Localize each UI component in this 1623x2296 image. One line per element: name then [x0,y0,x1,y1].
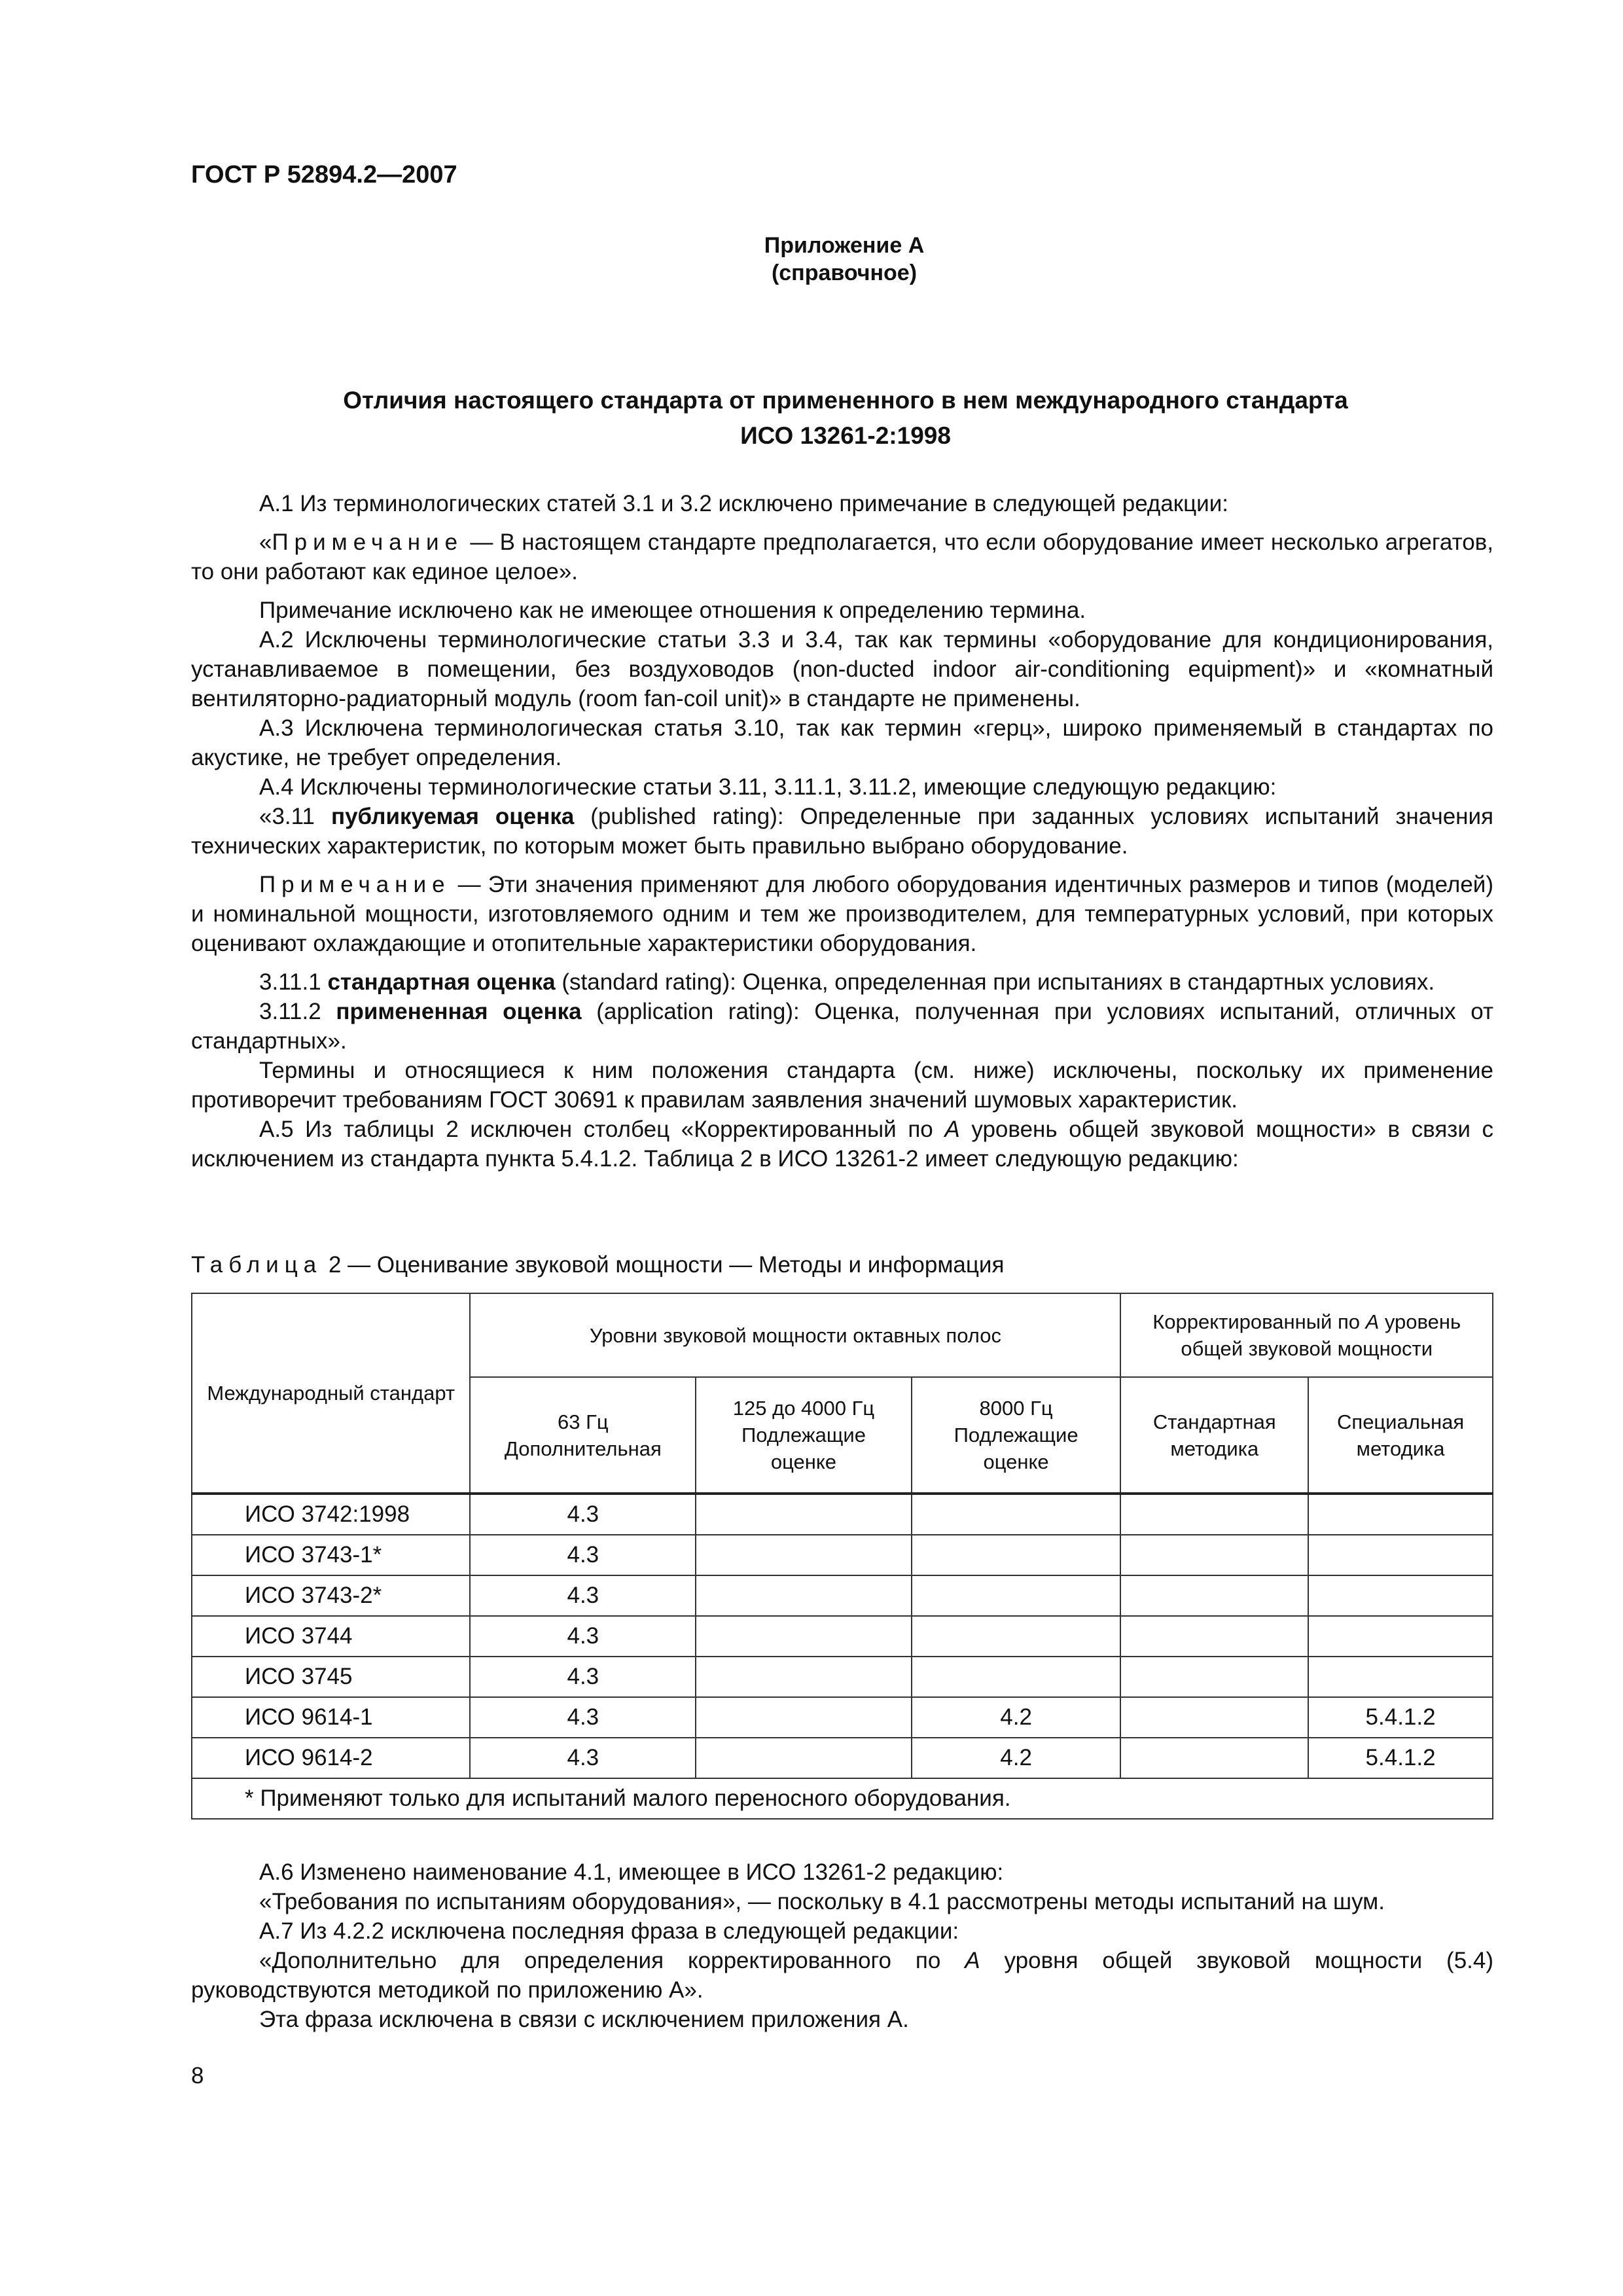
paragraph-a7-end: Эта фраза исключена в связи с исключением приложения А. [259,2007,909,2032]
title-line-2: ИСО 13261-2:1998 [740,422,951,449]
paragraph-a2: А.2 Исключены терминологические статьи 3.3 и 3.4, так как термины «оборудование для кондиционирования, устанавливаемое в помещении, без воздуховодов (non-ducted indoor air-conditioning equipment)» и «комнатный вентиляторно-радиаторный модуль (room fan-coil unit)» в стандарте не применены. [191,627,1493,711]
title-line-1: Отличия настоящего стандарта от примененного в нем международного стандарта [343,387,1348,414]
term-standard-rating: стандартная оценка [327,969,556,995]
header-63hz: 63 Гц Дополнительная [470,1377,696,1494]
paragraph-note-excluded: Примечание исключено как не имеющее отношения к определению термина. [259,598,1086,623]
header-8000hz: 8000 Гц Подлежащие оценке [912,1377,1121,1494]
page-title [191,383,1500,454]
paragraph-a6-quote: «Требования по испытаниям оборудования», — поскольку в 4.1 рассмотрены методы испытаний на шум. [259,1889,1385,1914]
quote-note-1: «Примечание — В настоящем стандарте предполагается, что если оборудование имеет несколько агрегатов, то они работают как единое целое». [191,529,1493,584]
table-row: ИСО 3742:1998 4.3 [192,1494,1493,1535]
header-standard-method: Стандартная методика [1120,1377,1308,1494]
note-label: Примечание [259,872,451,897]
table-row: ИСО 3744 4.3 [192,1616,1493,1657]
body-text-bottom [191,1857,1493,2034]
body-text-top [191,489,1493,1174]
header-special-method: Специальная методика [1308,1377,1493,1494]
paragraph-a1: А.1 Из терминологических статей 3.1 и 3.2 исключено примечание в следующей редакции: [259,491,1228,516]
quote-note-2: Примечание — Эти значения применяют для любого оборудования идентичных размеров и типов (моделей) и номинальной мощности, изготовляемого одним и тем же производителем, для температурных условий, при которых оценивают охлаждающие и отопительные характеристики оборудования. [191,872,1493,956]
table-footnote: * Применяют только для испытаний малого переносного оборудования. [192,1778,1493,1819]
paragraph-a7: А.7 Из 4.2.2 исключена последняя фраза в следующей редакции: [259,1918,959,1944]
table-footnote-row [192,1778,1493,1819]
definition-3-11-1: 3.11.1 стандартная оценка (standard rating): Оценка, определенная при испытаниях в стандартных условиях. [259,969,1435,995]
table-row: ИСО 3743-2* 4.3 [192,1575,1493,1616]
table-caption: Таблица 2 — Оценивание звуковой мощности — Методы и информация [191,1252,1005,1278]
header-corrected-level: Корректированный по А уровень общей звуковой мощности [1120,1293,1493,1377]
paragraph-a4: А.4 Исключены терминологические статьи 3.11, 3.11.1, 3.11.2, имеющие следующую редакцию: [259,774,1277,800]
header-standard: Международный стандарт [192,1293,470,1494]
table-row: ИСО 9614-1 4.3 4.2 5.4.1.2 [192,1697,1493,1738]
paragraph-a3: А.3 Исключена терминологическая статья 3.10, так как термин «герц», широко применяемый в стандартах по акустике, не требует определения. [191,715,1493,770]
table-row: ИСО 3745 4.3 [192,1657,1493,1697]
paragraph-a7-quote: «Дополнительно для определения корректированного по А уровня общей звуковой мощности (5.4) руководствуются методикой по приложению А». [191,1948,1494,2003]
note-label: Примечание [272,529,464,555]
table-row: ИСО 9614-2 4.3 4.2 5.4.1.2 [192,1738,1493,1778]
appendix-label: Приложение А [764,233,925,258]
paragraph-a6: А.6 Изменено наименование 4.1, имеющее в ИСО 13261-2 редакцию: [259,1859,1004,1885]
definition-3-11-2: 3.11.2 примененная оценка (application rating): Оценка, полученная при условиях испытаний, отличных от стандартных». [191,999,1494,1054]
appendix-kind: (справочное) [771,260,918,285]
sound-power-table [191,1293,1493,1820]
header-125-4000hz: 125 до 4000 Гц Подлежащие оценке [696,1377,912,1494]
document-id: ГОСТ Р 52894.2—2007 [191,161,457,188]
term-application-rating: примененная оценка [336,999,582,1024]
definition-3-11: «3.11 публикуемая оценка (published rating): Определенные при заданных условиях испытаний значения технических характеристик, по которым может быть правильно выбрано оборудование. [191,804,1493,859]
table-row: ИСО 3743-1* 4.3 [192,1535,1493,1575]
header-octave-levels: Уровни звуковой мощности октавных полос [470,1293,1120,1377]
paragraph-a5: А.5 Из таблицы 2 исключен столбец «Корректированный по А уровень общей звуковой мощности» в связи с исключением из стандарта пункта 5.4.1.2. Таблица 2 в ИСО 13261-2 имеет следующую редакцию: [191,1117,1493,1172]
page-number: 8 [191,2063,204,2089]
term-published-rating: публикуемая оценка [330,804,575,829]
paragraph-terms-excluded: Термины и относящиеся к ним положения стандарта (см. ниже) исключены, поскольку их применение противоречит требованиям ГОСТ 30691 к правилам заявления значений шумовых характеристик. [191,1058,1493,1113]
